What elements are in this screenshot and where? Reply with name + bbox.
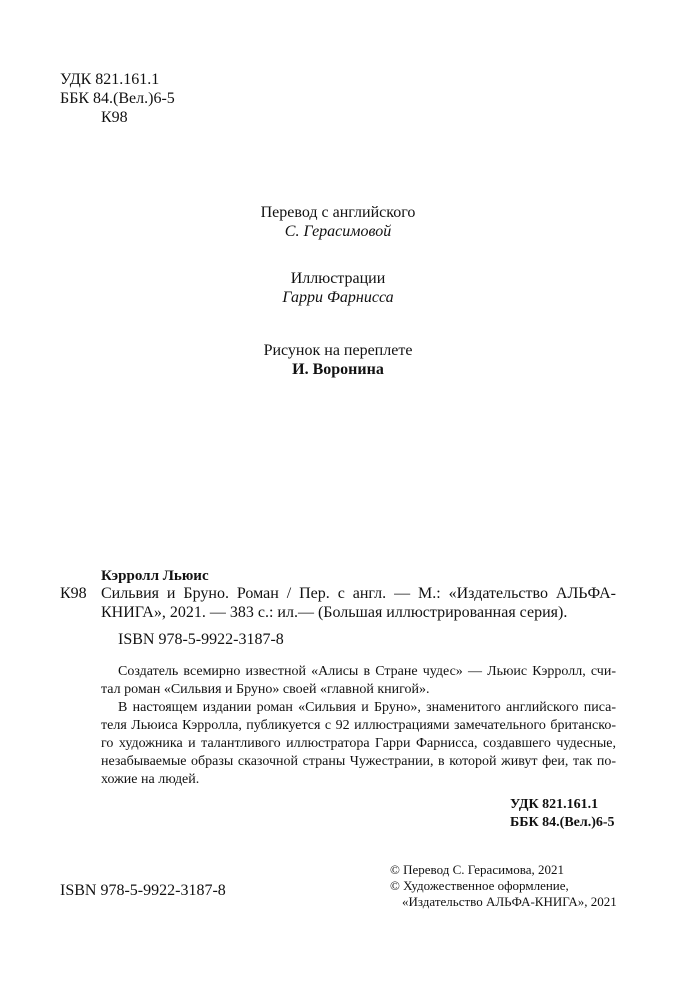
copyright-line: © Художественное оформление,	[390, 878, 569, 893]
annotation-line: незабываемые образы сказочной страны Чужестрании, в которой живут феи, так по-	[101, 754, 616, 769]
udk-code: УДК 821.161.1	[60, 71, 160, 88]
annotation-line: Создатель всемирно известной «Алисы в Стране чудес» — Льюис Кэрролл, счи-	[118, 664, 616, 679]
translator-name: С. Герасимовой	[284, 223, 392, 240]
bottom-udk-code: УДК 821.161.1	[510, 797, 599, 812]
cover-artist-name: И. Воронина	[292, 361, 384, 378]
catalog-author-heading: Кэрролл Льюис	[101, 568, 209, 584]
annotation-line: тал роман «Сильвия и Бруно» своей «главной книгой».	[101, 682, 430, 697]
catalog-description-line: КНИГА», 2021. — 383 с.: ил.— (Большая иллюстрированная серия).	[101, 604, 568, 621]
copyright-line: «Издательство АЛЬФА-КНИГА», 2021	[402, 894, 617, 909]
catalog-description-line: Сильвия и Бруно. Роман / Пер. с англ. — М.: «Издательство АЛЬФА-	[101, 585, 616, 602]
footer-isbn: ISBN 978-5-9922-3187-8	[60, 882, 226, 899]
bottom-bbk-code: ББК 84.(Вел.)6-5	[510, 815, 615, 830]
annotation-line: хожие на людей.	[101, 772, 200, 787]
annotation-line: го художника и талантливого иллюстратора Гарри Фарнисса, создавшего чудесные,	[101, 736, 616, 751]
annotation-line: В настоящем издании роман «Сильвия и Бруно», знаменитого английского писа-	[118, 700, 616, 715]
annotation-line: теля Льюиса Кэрролла, публикуется с 92 иллюстрациями замечательного британско-	[101, 718, 616, 733]
author-mark: К98	[101, 109, 128, 126]
illustrator-name: Гарри Фарнисса	[282, 289, 394, 306]
bbk-code: ББК 84.(Вел.)6-5	[60, 90, 175, 107]
catalog-mark: К98	[60, 585, 87, 602]
catalog-isbn: ISBN 978-5-9922-3187-8	[118, 631, 284, 648]
cover-label: Рисунок на переплете	[263, 342, 413, 359]
translation-label: Перевод с английского	[260, 204, 416, 221]
illustrations-label: Иллюстрации	[290, 270, 386, 287]
copyright-line: © Перевод С. Герасимова, 2021	[390, 862, 565, 877]
